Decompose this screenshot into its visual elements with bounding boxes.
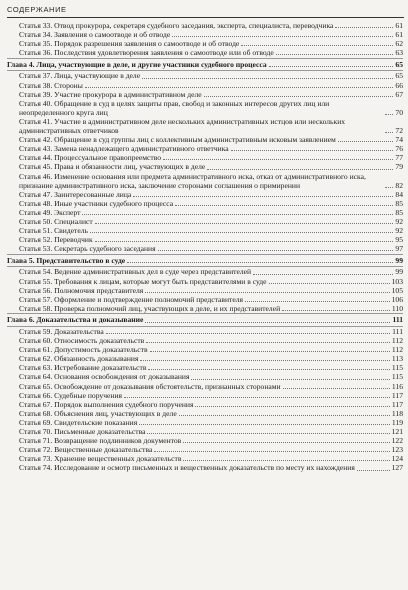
dot-leader: [154, 450, 389, 452]
toc-entry-title: Статья 70. Письменные доказательства: [19, 427, 146, 437]
toc-entry[interactable]: [7, 235, 403, 244]
toc-entry-title: Статья 73. Хранение вещественных доказательств: [19, 454, 182, 464]
toc-entry[interactable]: [7, 286, 403, 295]
dot-leader: [269, 282, 390, 284]
toc-entry-title: Статья 38. Стороны: [19, 80, 83, 90]
toc-entry[interactable]: [7, 418, 403, 427]
toc-entry-title: Статья 72. Вещественные доказательства: [19, 445, 153, 455]
dot-leader: [385, 113, 393, 115]
toc-entry[interactable]: [7, 99, 403, 117]
toc-page-number: 92: [395, 226, 403, 236]
dot-leader: [172, 35, 393, 37]
toc-entry[interactable]: [7, 445, 403, 454]
toc-page-number: 122: [391, 436, 403, 446]
toc-page-number: 77: [395, 153, 403, 163]
dot-leader: [95, 240, 394, 242]
dot-leader: [142, 77, 393, 79]
toc-entry-title: Статья 60. Относимость доказательств: [19, 336, 145, 346]
toc-entry-title: Статья 57. Оформление и подтверждение полномочий представителя: [19, 294, 244, 304]
dot-leader: [158, 249, 394, 251]
toc-page-number: 123: [391, 445, 403, 455]
toc-entry[interactable]: [7, 391, 403, 400]
toc-entry[interactable]: [7, 327, 403, 336]
toc-entry-title: Статья 67. Порядок выполнения судебного поручения: [19, 399, 194, 409]
toc-entry-title: Статья 49. Эксперт: [19, 207, 81, 217]
toc-entry-title: Статья 56. Полномочия представителя: [19, 285, 144, 295]
toc-page-number: 124: [391, 454, 403, 464]
toc-entry-title: Статья 64. Основания освобождения от доказывания: [19, 372, 190, 382]
toc-entry[interactable]: [7, 363, 403, 372]
toc-entry-title: Статья 59. Доказательства: [19, 327, 104, 336]
dot-leader: [276, 53, 394, 55]
toc-page-number: 72: [395, 126, 403, 136]
toc-entry-title: Статья 44. Процессуальное правопреемство: [19, 153, 162, 163]
toc-page-number: 113: [391, 354, 403, 364]
toc-entry[interactable]: [7, 21, 403, 30]
dot-leader: [133, 195, 393, 197]
dot-leader: [253, 273, 393, 275]
toc-page-number: 115: [391, 372, 403, 382]
dot-leader: [283, 387, 390, 389]
toc-entry[interactable]: [7, 244, 403, 253]
toc-entry-title: Статья 54. Ведение административных дел в суде через представителей: [19, 267, 252, 277]
toc-entry-title: Статья 42. Обращение в суд группы лиц с коллективным административным исковым заявлением: [19, 135, 336, 145]
toc-entry-title: Статья 71. Возвращение подлинников документов: [19, 436, 182, 446]
dot-leader: [241, 44, 393, 46]
toc-entry[interactable]: [7, 71, 403, 80]
chapter-rule: [7, 58, 403, 59]
toc-page-number: 67: [395, 89, 403, 99]
page-header: СОДЕРЖАНИЕ: [7, 5, 67, 14]
toc-entry-title: Статья 53. Секретарь судебного заседания: [19, 244, 156, 254]
toc-page-number: 111: [392, 327, 403, 336]
dot-leader: [183, 441, 389, 443]
toc-page-number: 74: [395, 135, 403, 145]
toc-entry[interactable]: [7, 81, 403, 90]
dot-leader: [163, 158, 393, 160]
toc-entry[interactable]: [7, 90, 403, 99]
header-rule: [7, 17, 404, 18]
toc-page-number: 117: [391, 399, 403, 409]
dot-leader: [85, 86, 394, 88]
toc-page-number: 112: [391, 345, 403, 355]
toc-page-number: 70: [395, 107, 403, 117]
toc-entry-title: Статья 43. Замена ненадлежащего административного ответчика: [19, 144, 229, 154]
toc-entry[interactable]: [7, 336, 403, 345]
toc-entry[interactable]: [7, 172, 403, 190]
toc-entry[interactable]: [7, 39, 403, 48]
dot-leader: [338, 140, 394, 142]
dot-leader: [140, 359, 389, 361]
dot-leader: [148, 368, 389, 370]
toc-entry[interactable]: [7, 345, 403, 354]
toc-page-number: 65: [395, 59, 403, 69]
toc-entry-title: Статья 47. Заинтересованные лица: [19, 189, 132, 199]
toc-entry-title: Статья 52. Переводчик: [19, 235, 93, 245]
toc-entry[interactable]: [7, 267, 403, 276]
dot-leader: [385, 131, 393, 133]
dot-leader: [146, 341, 390, 343]
dot-leader: [231, 149, 394, 151]
toc-entry-title: Статья 45. Права и обязанности лиц, участвующих в деле: [19, 162, 206, 172]
toc-entry[interactable]: [7, 304, 403, 313]
toc-entry-title: Статья 50. Специалист: [19, 216, 93, 226]
toc-entry-title: Статья 33. Отвод прокурора, секретаря судебного заседания, эксперта, специалиста, переводчика: [19, 21, 334, 30]
toc-entry-title: Статья 58. Проверка полномочий лиц, участвующих в деле, и их представителей: [19, 303, 281, 313]
dot-leader: [150, 350, 390, 352]
toc-entry-title: Статья 62. Обязанность доказывания: [19, 354, 139, 364]
dot-leader: [282, 309, 390, 311]
table-of-contents: [7, 21, 403, 473]
toc-page-number: 115: [391, 363, 403, 373]
dot-leader: [204, 95, 394, 97]
toc-entry[interactable]: [7, 400, 403, 409]
toc-entry[interactable]: [7, 382, 403, 391]
toc-entry-title: Статья 55. Требования к лицам, которые могут быть представителями в суде: [19, 276, 267, 286]
dot-leader: [147, 432, 389, 434]
toc-entry[interactable]: [7, 135, 403, 144]
toc-page-number: 99: [395, 255, 403, 265]
toc-entry[interactable]: [7, 190, 403, 199]
toc-chapter[interactable]: [7, 60, 403, 69]
toc-entry[interactable]: [7, 427, 403, 436]
toc-entry[interactable]: [7, 117, 403, 135]
toc-page-number: 79: [395, 162, 403, 172]
toc-entry-title: Статья 46. Изменение основания или предмета административного иска, отказ от административного иска, признание административного иска, заключение сторонами соглашения о примирении: [19, 171, 366, 190]
toc-entry-title: Статья 39. Участие прокурора в административном деле: [19, 89, 202, 99]
toc-page-number: 95: [395, 235, 403, 245]
toc-page-number: 82: [395, 180, 403, 190]
toc-entry[interactable]: [7, 454, 403, 463]
dot-leader: [335, 26, 393, 28]
toc-entry-title: Глава 4. Лица, участвующие в деле, и другие участники судебного процесса: [7, 59, 267, 69]
dot-leader: [127, 261, 393, 263]
toc-page-number: 110: [391, 303, 403, 313]
toc-entry-title: Статья 37. Лица, участвующие в деле: [19, 71, 141, 81]
toc-page-number: 66: [395, 80, 403, 90]
toc-entry-title: Статья 40. Обращение в суд в целях защиты прав, свобод и законных интересов других лиц или неопределенного круга лиц: [19, 98, 330, 117]
toc-page-number: 118: [391, 408, 403, 418]
toc-page-number: 97: [395, 244, 403, 254]
toc-entry[interactable]: [7, 463, 403, 472]
toc-entry[interactable]: [7, 144, 403, 153]
toc-page-number: 85: [395, 198, 403, 208]
toc-entry[interactable]: [7, 48, 403, 57]
toc-page-number: 117: [391, 390, 403, 400]
toc-page-number: 76: [395, 144, 403, 154]
toc-chapter[interactable]: [7, 315, 403, 324]
toc-entry[interactable]: [7, 295, 403, 304]
chapter-rule: [7, 254, 403, 255]
toc-entry[interactable]: [7, 217, 403, 226]
toc-entry[interactable]: [7, 354, 403, 363]
dot-leader: [179, 414, 390, 416]
dot-leader: [195, 405, 389, 407]
dot-leader: [139, 423, 390, 425]
toc-entry-title: Статья 68. Объяснения лиц, участвующих в деле: [19, 408, 177, 418]
toc-page-number: 106: [391, 294, 403, 304]
toc-entry[interactable]: [7, 162, 403, 171]
toc-page-number: 84: [395, 189, 403, 199]
toc-entry[interactable]: [7, 436, 403, 445]
toc-page-number: 63: [395, 48, 403, 58]
toc-page-number: 103: [391, 276, 403, 286]
dot-leader: [357, 469, 390, 471]
toc-entry[interactable]: [7, 208, 403, 217]
dot-leader: [95, 222, 394, 224]
toc-page-number: 99: [395, 267, 403, 277]
dot-leader: [106, 332, 390, 334]
toc-entry[interactable]: [7, 226, 403, 235]
toc-entry-title: Статья 35. Порядок разрешения заявления о самоотводе и об отводе: [19, 39, 240, 49]
chapter-rule: [7, 313, 403, 314]
toc-entry-title: Статья 63. Истребование доказательств: [19, 363, 147, 373]
toc-entry[interactable]: [7, 199, 403, 208]
toc-entry-title: Статья 66. Судебные поручения: [19, 390, 123, 400]
toc-entry[interactable]: [7, 30, 403, 39]
dot-leader: [183, 459, 389, 461]
toc-entry-title: Статья 61. Допустимость доказательств: [19, 345, 148, 355]
toc-entry[interactable]: [7, 409, 403, 418]
toc-entry-title: Статья 51. Свидетель: [19, 226, 89, 236]
toc-entry-title: Статья 41. Участие в административном деле нескольких административных истцов или нескольких административных ответчиков: [19, 116, 346, 136]
toc-page-number: 92: [395, 216, 403, 226]
toc-page-number: 61: [395, 21, 403, 30]
toc-page-number: 127: [391, 463, 403, 473]
toc-page-number: 121: [391, 427, 403, 437]
toc-page-number: 111: [392, 315, 403, 325]
toc-entry-title: Статья 36. Последствия удовлетворения заявления о самоотводе или об отводе: [19, 48, 274, 58]
toc-entry-title: Статья 69. Свидетельские показания: [19, 417, 138, 427]
toc-entry[interactable]: [7, 372, 403, 381]
dot-leader: [191, 378, 389, 380]
toc-chapter[interactable]: [7, 256, 403, 265]
dot-leader: [207, 168, 393, 170]
toc-entry-title: Статья 74. Исследование и осмотр письменных и вещественных доказательств по месту их нахождения: [19, 463, 355, 473]
toc-entry-title: Статья 48. Иные участники судебного процесса: [19, 198, 174, 208]
dot-leader: [385, 186, 393, 188]
toc-entry-title: Глава 5. Представительство в суде: [7, 255, 126, 265]
dot-leader: [269, 65, 394, 67]
toc-page-number: 61: [395, 30, 403, 40]
dot-leader: [82, 213, 393, 215]
dot-leader: [145, 291, 389, 293]
toc-page-number: 116: [391, 381, 403, 391]
dot-leader: [245, 300, 390, 302]
toc-entry-title: Глава 6. Доказательства и доказывание: [7, 315, 144, 325]
toc-entry[interactable]: [7, 277, 403, 286]
toc-page-number: 62: [395, 39, 403, 49]
toc-entry[interactable]: [7, 153, 403, 162]
toc-entry-title: Статья 34. Заявления о самоотводе и об отводе: [19, 30, 171, 40]
dot-leader: [145, 321, 390, 323]
toc-page-number: 119: [391, 417, 403, 427]
toc-page-number: 105: [391, 285, 403, 295]
toc-entry-title: Статья 65. Освобождение от доказывания обстоятельств, признанных сторонами: [19, 381, 281, 391]
dot-leader: [175, 204, 393, 206]
toc-page-number: 112: [391, 336, 403, 346]
dot-leader: [90, 231, 393, 233]
dot-leader: [124, 396, 390, 398]
toc-page-number: 85: [395, 207, 403, 217]
toc-page-number: 65: [395, 71, 403, 81]
